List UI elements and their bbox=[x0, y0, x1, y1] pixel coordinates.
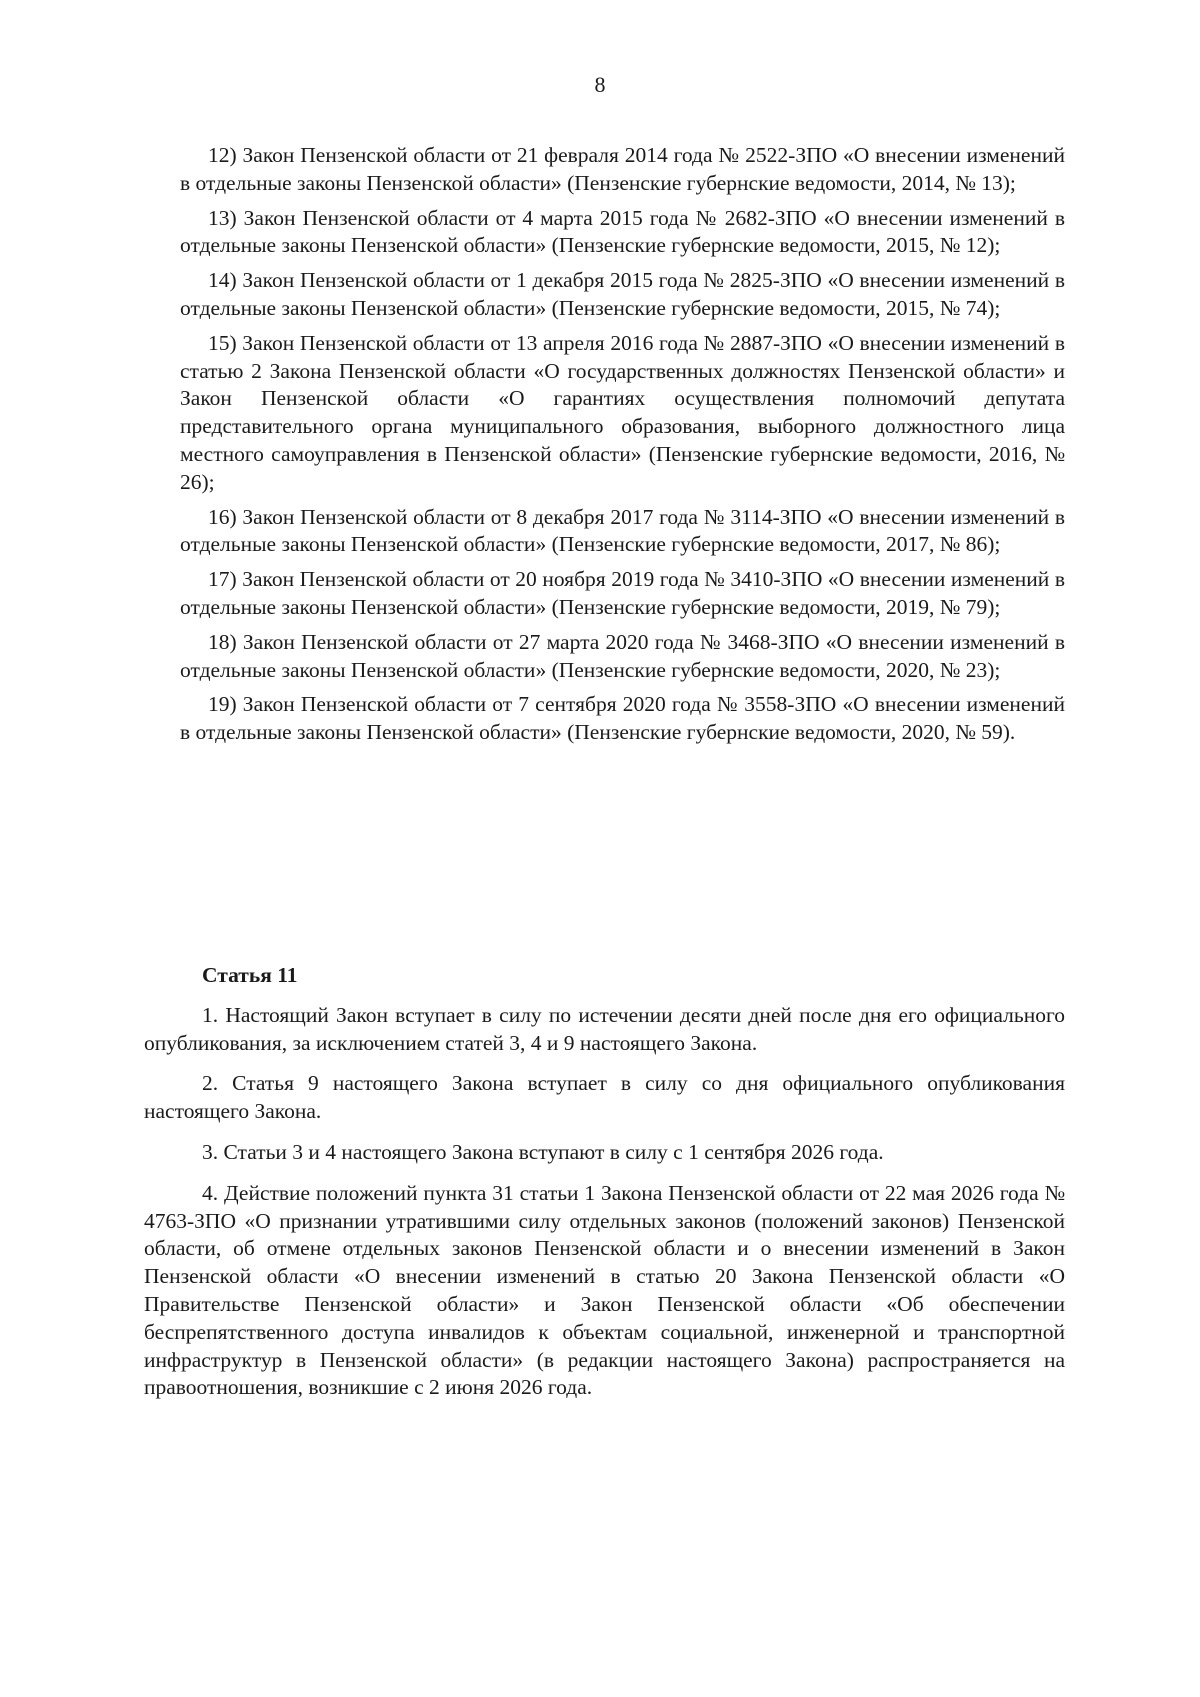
article-paragraph: 1. Настоящий Закон вступает в силу по истечении десяти дней после дня его официального опубликования, за исключением статей 3, 4 и 9 настоящего Закона. bbox=[144, 1002, 1065, 1055]
article-paragraph: 4. Действие положений пункта 31 статьи 1 Закона Пензенской области от 22 мая 2026 года № 4763-ЗПО «О признании утратившими силу отдельных законов (положений законов) Пензенской области, об отмене отдельных законов Пензенской области и о внесении изменений в Закон Пензенской области «О внесении изменений в статью 20 Закона Пензенской области «О Правительстве Пензенской области» и Закон Пензенской области «Об обеспечении беспрепятственного доступа инвалидов к объектам социальной, инженерной и транспортной инфраструктур в Пензенской области» (в редакции настоящего Закона) распространяется на правоотношения, возникшие с 2 июня 2026 года. bbox=[144, 1180, 1065, 1400]
amendments-list bbox=[180, 142, 1065, 754]
list-item: 15) Закон Пензенской области от 13 апреля 2016 года № 2887-ЗПО «О внесении изменений в статью 2 Закона Пензенской области «О государственных должностях Пензенской области» и Закон Пензенской области «О гарантиях осуществления полномочий депутата представительного органа муниципального образования, выборного должностного лица местного самоуправления в Пензенской области» (Пензенские губернские ведомости, 2016, № 26); bbox=[180, 330, 1065, 494]
article-paragraph: 3. Статьи 3 и 4 настоящего Закона вступают в силу с 1 сентября 2026 года. bbox=[202, 1139, 884, 1164]
list-item: 19) Закон Пензенской области от 7 сентября 2020 года № 3558-ЗПО «О внесении изменений в отдельные законы Пензенской области» (Пензенские губернские ведомости, 2020, № 59). bbox=[180, 692, 1065, 745]
list-item: 14) Закон Пензенской области от 1 декабря 2015 года № 2825-ЗПО «О внесении изменений в отдельные законы Пензенской области» (Пензенские губернские ведомости, 2015, № 74); bbox=[180, 268, 1065, 320]
article-heading: Статья 11 bbox=[202, 963, 298, 987]
list-item: 13) Закон Пензенской области от 4 марта 2015 года № 2682-ЗПО «О внесении изменений в отдельные законы Пензенской области» (Пензенские губернские ведомости, 2015, № 12); bbox=[180, 205, 1065, 258]
article-11 bbox=[144, 962, 1065, 1415]
list-item: 18) Закон Пензенской области от 27 марта 2020 года № 3468-ЗПО «О внесении изменений в отдельные законы Пензенской области» (Пензенские губернские ведомости, 2020, № 23); bbox=[180, 629, 1065, 682]
list-item: 16) Закон Пензенской области от 8 декабря 2017 года № 3114-ЗПО «О внесении изменений в отдельные законы Пензенской области» (Пензенские губернские ведомости, 2017, № 86); bbox=[180, 504, 1065, 557]
page-number: 8 bbox=[594, 72, 606, 97]
article-paragraph: 2. Статья 9 настоящего Закона вступает в силу со дня официального опубликования настоящего Закона. bbox=[144, 1071, 1065, 1124]
list-item: 17) Закон Пензенской области от 20 ноября 2019 года № 3410-ЗПО «О внесении изменений в отдельные законы Пензенской области» (Пензенские губернские ведомости, 2019, № 79); bbox=[180, 567, 1065, 619]
list-item: 12) Закон Пензенской области от 21 февраля 2014 года № 2522-ЗПО «О внесении изменений в отдельные законы Пензенской области» (Пензенские губернские ведомости, 2014, № 13); bbox=[180, 143, 1065, 195]
